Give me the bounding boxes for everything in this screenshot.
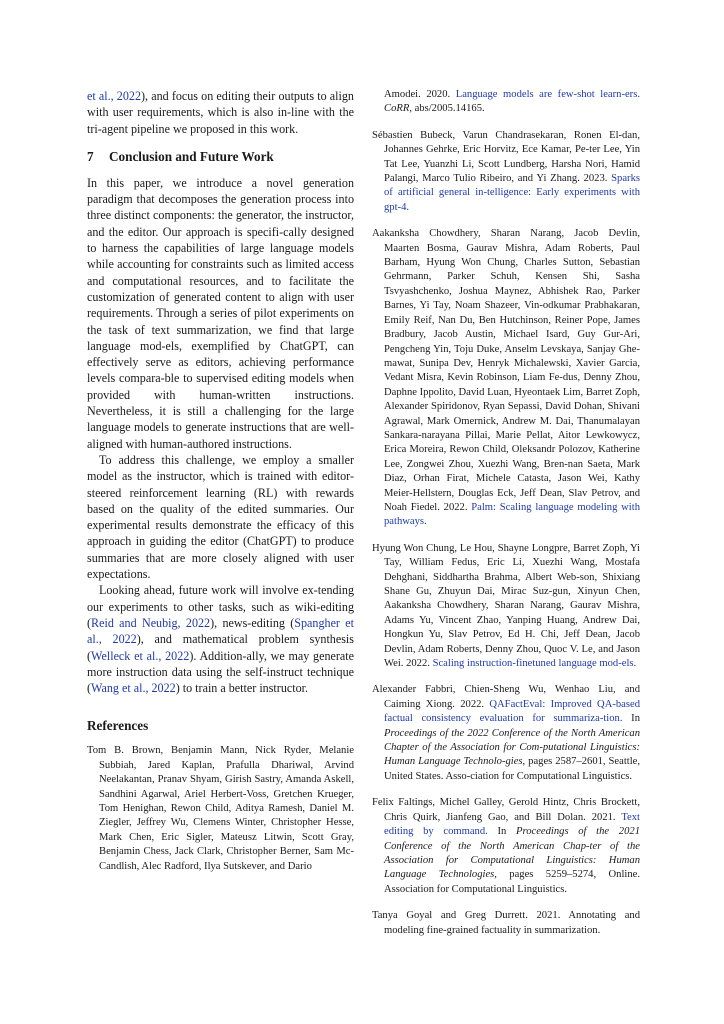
reference-brown: Tom B. Brown, Benjamin Mann, Nick Ryder, Melanie Subbiah, Jared Kaplan, Prafulla Dhariwal, Arvind Neelakantan, Pranav Shyam, Girish Sastry, Amanda Askell, Sandhini Agarwal, Ariel Herbert-Voss, Gretchen Krueger, Tom Henighan, Rewon Child, Aditya Ramesh, Daniel M. Ziegler, Jeffrey Wu, Clemens Winter, Christopher Hesse, Mark Chen, Eric Sigler, Mateusz Litwin, Scott Gray, Benjamin Chess, Jack Clark, Christopher Berner, Sam Mc-Candlish, Alec Radford, Ilya Sutskever, and Dario [87, 745, 354, 872]
section-title: Conclusion and Future Work [109, 148, 274, 164]
reference-link[interactable]: Scaling instruction-finetuned language mod-els. [432, 658, 637, 670]
reference-link[interactable]: Palm: Scaling language modeling with pathways. [384, 501, 640, 528]
reference-link[interactable]: Text editing by command. [384, 811, 640, 838]
reference-link[interactable]: Language models are few-shot learn-ers. [455, 89, 640, 100]
reference-faltings: Felix Faltings, Michel Galley, Gerold Hintz, Chris Brockett, Chris Quirk, Jianfeng Gao, and Bill Dolan. 2021. Text editing by command. In Proceedings of the 2021 Conference of the North American Chap-ter of the Association for Computational Linguistics: Human Language Technologies, pages 5259–5274, Online. Association for Computational Linguistics. [372, 797, 640, 895]
reference-chowdhery: Aakanksha Chowdhery, Sharan Narang, Jacob Devlin, Maarten Bosma, Gaurav Mishra, Adam Roberts, Paul Barham, Hyung Won Chung, Charles Sutton, Sebastian Gehrmann, Parker Schuh, Kensen Shi, Sasha Tsvyashchenko, Joshua Maynez, Abhishek Rao, Parker Barnes, Yi Tay, Noam Shazeer, Vin-odkumar Prabhakaran, Emily Reif, Nan Du, Ben Hutchinson, Reiner Pope, James Bradbury, Jacob Austin, Michael Isard, Guy Gur-Ari, Pengcheng Yin, Toju Duke, Anselm Levskaya, Sanjay Ghe-mawat, Sunipa Dev, Henryk Michalewski, Xavier Garcia, Vedant Misra, Kevin Robinson, Liam Fe-dus, Denny Zhou, Daphne Ippolito, David Luan, Hyeontaek Lim, Barret Zoph, Alexander Spiridonov, Ryan Sepassi, David Dohan, Shivani Agrawal, Mark Omernick, Andrew M. Dai, Thanumalayan Sankara-narayana Pillai, Marie Pellat, Aitor Lewkowycz, Erica Moreira, Rewon Child, Oleksandr Polozov, Katherine Lee, Zongwei Zhou, Xuezhi Wang, Bren-nan Saeta, Mark Diaz, Orhan Firat, Michele Catasta, Jason Wei, Kathy Meier-Hellstern, Douglas Eck, Jeff Dean, Slav Petrov, and Noah Fiedel. 2022. Palm: Scaling language modeling with pathways. [372, 228, 640, 528]
citation-link[interactable]: Welleck et al., 2022 [91, 648, 190, 663]
citation-link[interactable]: et al., 2022 [87, 89, 141, 103]
reference-link[interactable]: QAFactEval: Improved QA-based factual consistency evaluation for summariza-tion. [384, 698, 641, 725]
reference-fabbri: Alexander Fabbri, Chien-Sheng Wu, Wenhao Liu, and Caiming Xiong. 2022. QAFactEval: Improved QA-based factual consistency evaluation for summariza-tion. In Proceedings of the 2022 Conference of the North American Chapter of the Association for Com-putational Linguistics: Human Language Technolo-gies, pages 2587–2601, Seattle, United States. Asso-ciation for Computational Linguistics. [372, 684, 641, 782]
reference-link[interactable]: Sparks of artificial general in-telligence: Early experiments with gpt-4. [384, 173, 640, 213]
reference-bubeck: Sébastien Bubeck, Varun Chandrasekaran, Ronen El-dan, Johannes Gehrke, Eric Horvitz, Ece Kamar, Pe-ter Lee, Yin Tat Lee, Yuanzhi Li, Scott Lundberg, Harsha Nori, Hamid Palangi, Marco Tulio Ribeiro, and Yi Zhang. 2023. Sparks of artificial general in-telligence: Early experiments with gpt-4. [372, 129, 640, 213]
reference-chung: Hyung Won Chung, Le Hou, Shayne Longpre, Barret Zoph, Yi Tay, William Fedus, Eric Li, Xuezhi Wang, Mostafa Dehghani, Siddhartha Brahma, Albert Web-son, Shixiang Shane Gu, Zhuyun Dai, Mirac Suz-gun, Xinyun Chen, Aakanksha Chowdhery, Sharan Narang, Gaurav Mishra, Adams Yu, Vincent Zhao, Yanping Huang, Andrew Dai, Hongkun Yu, Slav Petrov, Ed H. Chi, Jeff Dean, Jacob Devlin, Adam Roberts, Denny Zhou, Quoc V. Le, and Jason Wei. 2022. Scaling instruction-finetuned language mod-els. [372, 542, 640, 670]
citation-link[interactable]: Reid and Neubig, 2022 [91, 615, 211, 630]
citation-link[interactable]: Wang et al., 2022 [91, 681, 176, 696]
conclusion-paragraph-2: To address this challenge, we employ a smaller model as the instructor, which is trained with editor-steered reinforcement learning (RL) with rewards based on the quality of the edited summaries. Our experimental results demonstrate the efficacy of this approach in guiding the editor (ChatGPT) to produce summaries that are more closely aligned with user expectations. [87, 452, 354, 582]
section-number: 7 [87, 148, 94, 164]
section-heading [87, 149, 354, 165]
conclusion-paragraph-3: Looking ahead, future work will involve ex-tending our experiments to other tasks, such as wiki-editing (Reid and Neubig, 2022), news-editing (Spangher et al., 2022), and mathematical problem synthesis (Welleck et al., 2022). Addition-ally, we may generate more instruction data using the self-instruct technique (Wang et al., 2022) to train a better instructor. [87, 583, 354, 696]
citation-link[interactable]: Spangher et al., 2022 [87, 615, 354, 647]
left-column [87, 88, 354, 886]
reference-goyal: Tanya Goyal and Greg Durrett. 2021. Annotating and modeling fine-grained factuality in summarization. [372, 910, 640, 936]
conclusion-paragraph-1: In this paper, we introduce a novel generation paradigm that decomposes the generation process into three distinct components: the generator, the instructor, and the editor. Our approach is specifi-cally designed to harness the capabilities of large language models while accounting for constraints such as limited access and computational resources, and to facilitate the customization of generated content to align with user requirements. Through a series of pilot experiments on the task of text summarization, we find that large language mod-els, exemplified by ChatGPT, can effectively serve as editors, achieving performance levels compara-ble to supervised editing models when provided with human-written instructions. Nevertheless, it is still a challenging for the large language models to generate instructions that are well-aligned with human-authored instructions. [87, 175, 354, 451]
intro-paragraph: et al., 2022), and focus on editing their outputs to align with user requirements, which is also in-line with the tri-agent pipeline we proposed in this work. [87, 89, 354, 136]
references-heading: References [87, 718, 149, 734]
reference-brown-continued: Amodei. 2020. Language models are few-shot learn-ers. CoRR, abs/2005.14165. [384, 89, 640, 115]
right-column [372, 88, 640, 950]
